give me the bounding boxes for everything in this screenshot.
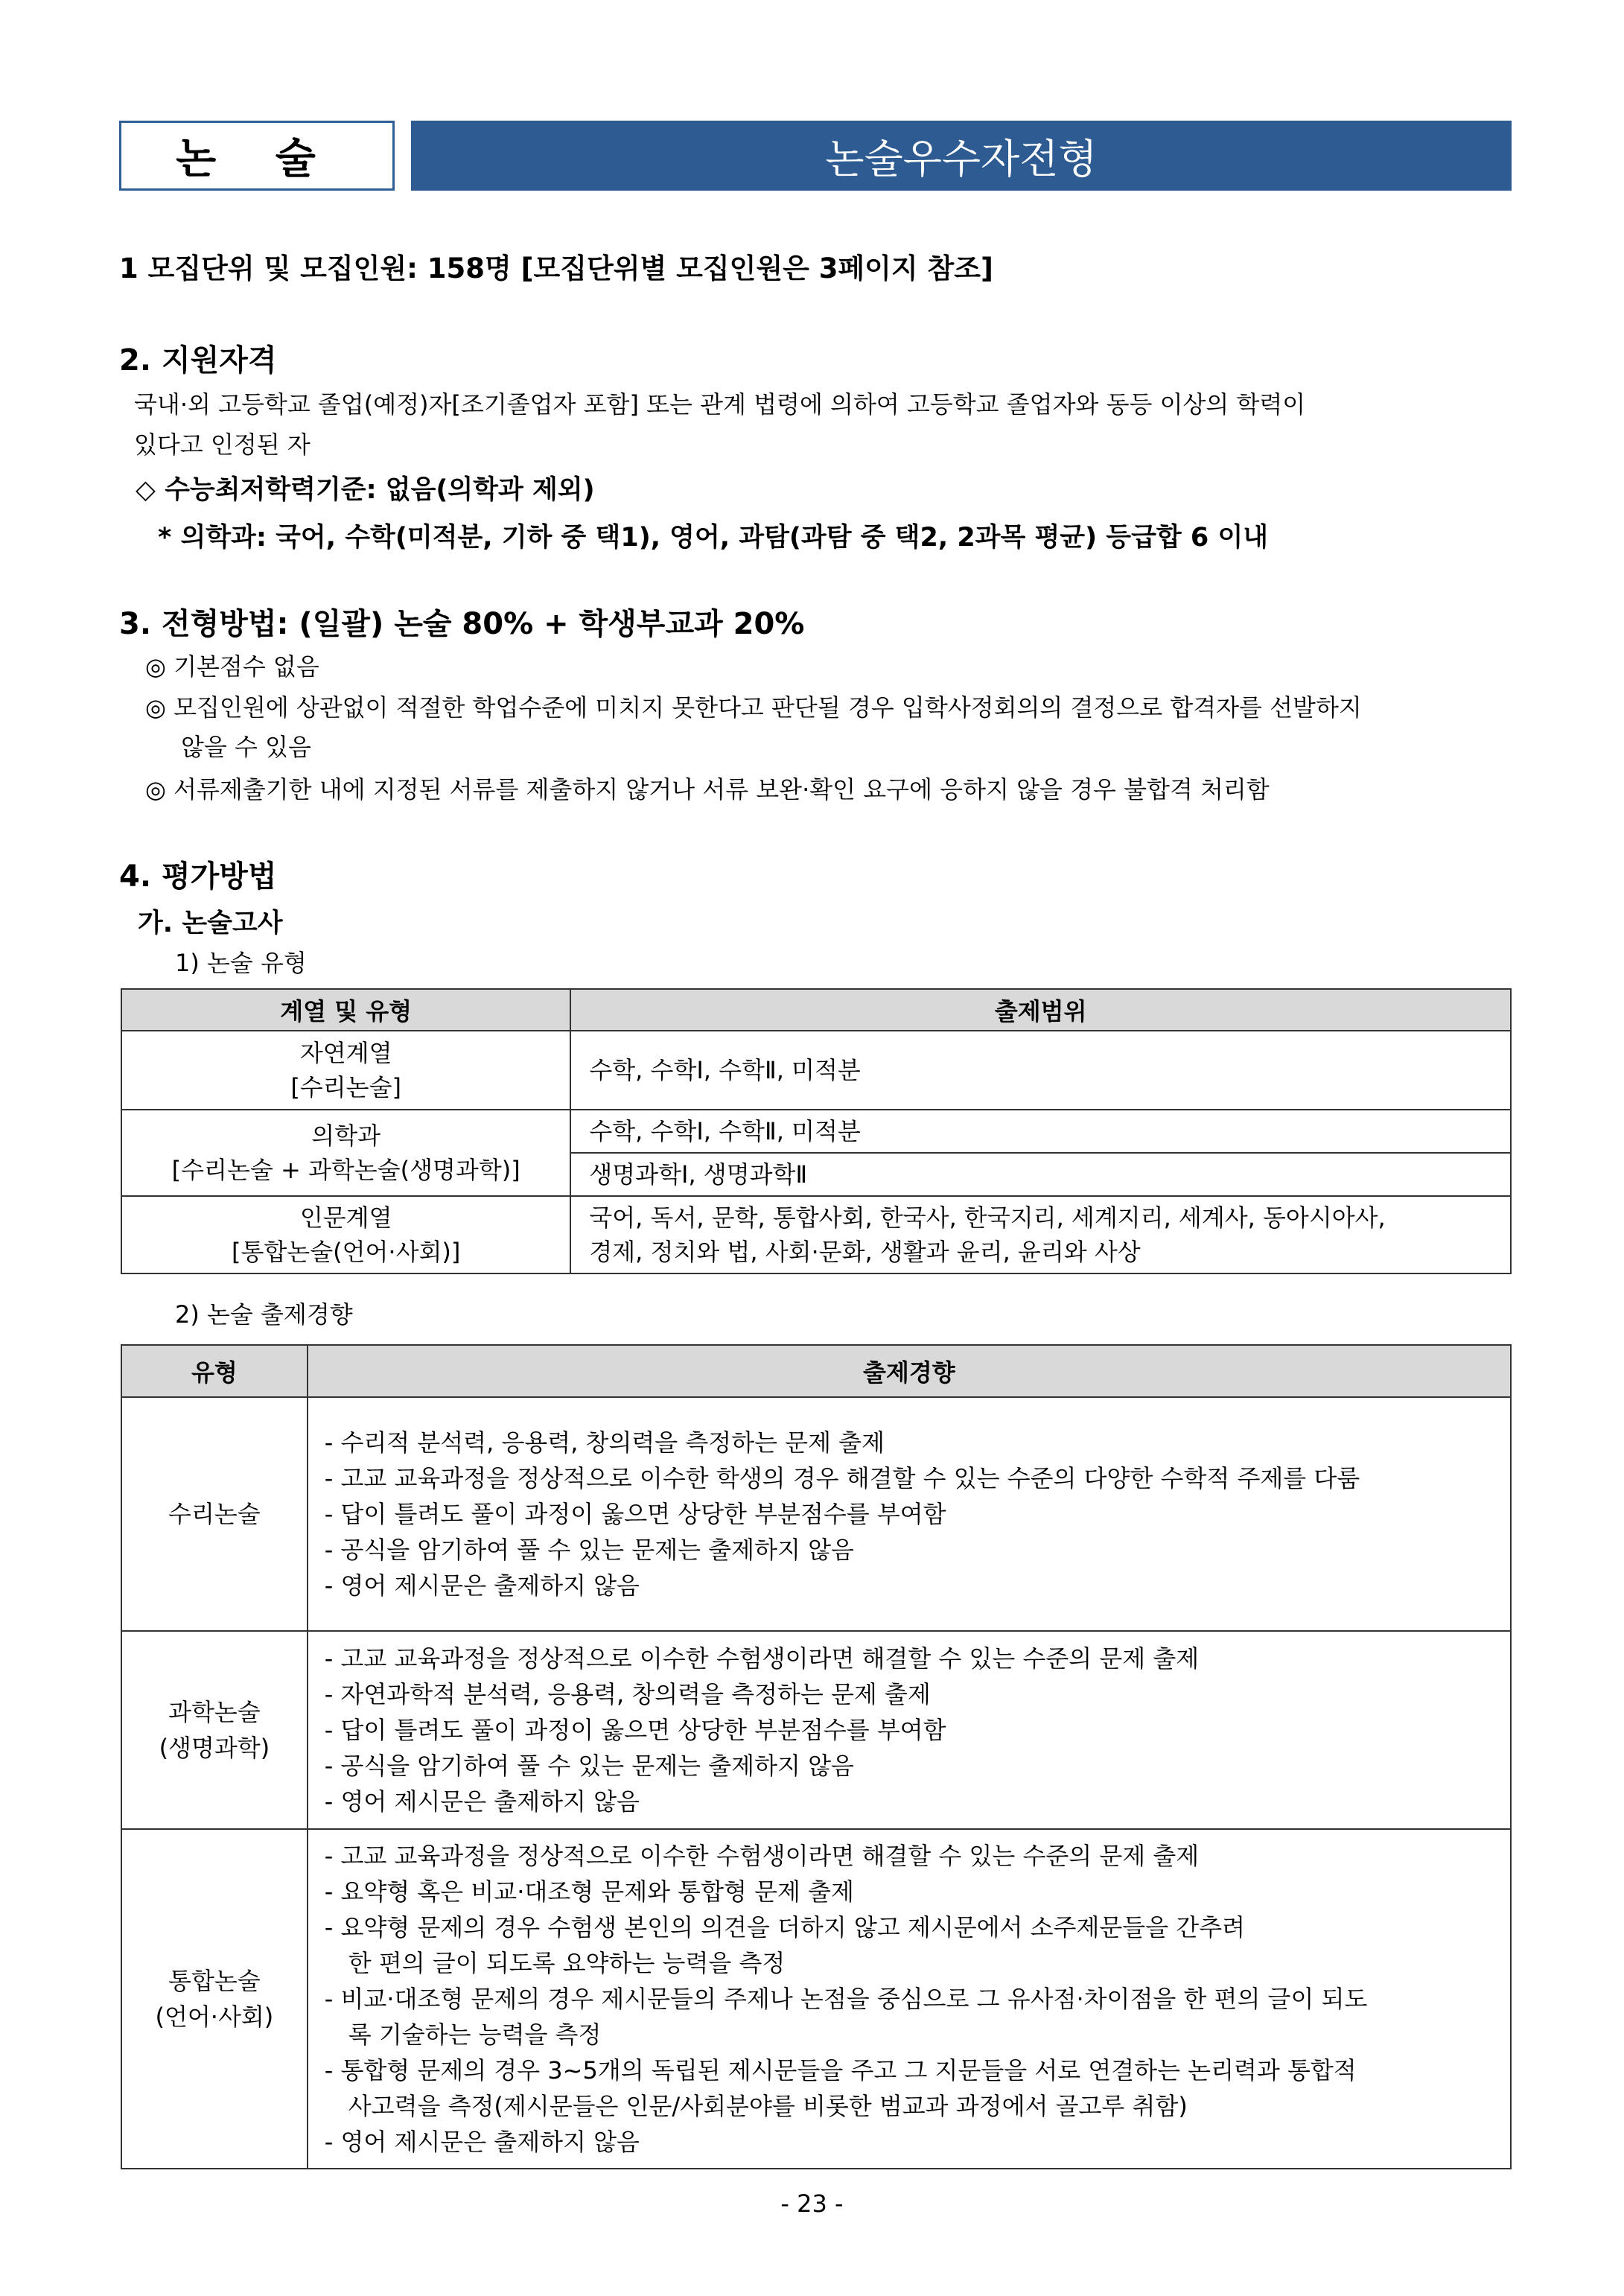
medical-note: * 의학과: 국어, 수학(미적분, 기하 중 택1), 영어, 과탐(과탐 중 택2, 2과목 평균) 등급합 6 이내 <box>158 523 1269 553</box>
list-item: - 답이 틀려도 풀이 과정이 옳으면 상당한 부분점수를 부여함 <box>324 1716 946 1744</box>
list-item: - 고교 교육과정을 정상적으로 이수한 수험생이라면 해결할 수 있는 수준의 문제 출제 <box>324 1644 1200 1673</box>
list-item: - 영어 제시문은 출제하지 않음 <box>324 1571 640 1600</box>
table2-header-trend: 출제경향 <box>308 1345 1511 1397</box>
list-item: - 답이 틀려도 풀이 과정이 옳으면 상당한 부분점수를 부여함 <box>324 1500 946 1528</box>
section2-heading: 2. 지원자격 <box>119 343 277 378</box>
table2-type-science: 과학논술 (생명과학) <box>121 1631 308 1829</box>
section3-item1: ◎ 기본점수 없음 <box>145 652 319 681</box>
subsection-a: 가. 논술고사 <box>138 909 283 938</box>
list-item: - 고교 교육과정을 정상적으로 이수한 학생의 경우 해결할 수 있는 수준의 다양한 수학적 주제를 다룸 <box>324 1464 1360 1492</box>
section4-heading: 4. 평가방법 <box>119 859 277 894</box>
section1-heading: 1 모집단위 및 모집인원: 158명 [모집단위별 모집인원은 3페이지 참조] <box>119 252 993 284</box>
table1-range-medical-bio: 생명과학Ⅰ, 생명과학Ⅱ <box>570 1153 1511 1196</box>
table2-trend-math <box>308 1397 1511 1631</box>
list-item: - 비교·대조형 문제의 경우 제시문들의 주제나 논점을 중심으로 그 유사점·차이점을 한 편의 글이 되도 <box>324 1985 1368 2013</box>
subsection-2: 2) 논술 출제경향 <box>175 1300 353 1329</box>
table2-type-math: 수리논술 <box>121 1397 308 1631</box>
list-item: 사고력을 측정(제시문들은 인문/사회분야를 비롯한 범교과 과정에서 골고루 취함) <box>348 2092 1188 2120</box>
table1-header-range: 출제범위 <box>570 989 1511 1031</box>
table1-range-humanities: 국어, 독서, 문학, 통합사회, 한국사, 한국지리, 세계지리, 세계사, 동아시아사, 경제, 정치와 법, 사회·문화, 생활과 윤리, 윤리와 사상 <box>570 1196 1511 1273</box>
list-item: - 영어 제시문은 출제하지 않음 <box>324 1787 640 1816</box>
list-item: 한 편의 글이 되도록 요약하는 능력을 측정 <box>348 1949 786 1977</box>
list-item: - 공식을 암기하여 풀 수 있는 문제는 출제하지 않음 <box>324 1536 854 1564</box>
list-item: - 요약형 문제의 경우 수험생 본인의 의견을 더하지 않고 제시문에서 소주제문들을 간추려 <box>324 1913 1246 1942</box>
minimum-criteria: ◇ 수능최저학력기준: 없음(의학과 제외) <box>136 475 595 505</box>
section3-item2: ◎ 모집인원에 상관없이 적절한 학업수준에 미치지 못한다고 판단될 경우 입학사정회의의 결정으로 합격자를 선발하지 <box>145 693 1362 722</box>
list-item: 록 기술하는 능력을 측정 <box>348 2020 602 2049</box>
list-item: - 요약형 혹은 비교·대조형 문제와 통합형 문제 출제 <box>324 1877 854 1906</box>
table2-trend-integrated <box>308 1829 1511 2169</box>
table1-row-medical: 의학과 [수리논술 + 과학논술(생명과학)] <box>121 1110 570 1196</box>
table2-trend-science <box>308 1631 1511 1829</box>
list-item: - 고교 교육과정을 정상적으로 이수한 수험생이라면 해결할 수 있는 수준의 문제 출제 <box>324 1842 1200 1870</box>
list-item: - 자연과학적 분석력, 응용력, 창의력을 측정하는 문제 출제 <box>324 1680 931 1708</box>
table1-row-humanities: 인문계열 [통합논술(언어·사회)] <box>121 1196 570 1273</box>
list-item: - 공식을 암기하여 풀 수 있는 문제는 출제하지 않음 <box>324 1752 854 1780</box>
page-number: - 23 - <box>780 2190 844 2218</box>
section2-text-line1: 국내·외 고등학교 졸업(예정)자[조기졸업자 포함] 또는 관계 법령에 의하여 고등학교 졸업자와 동등 이상의 학력이 <box>134 390 1306 419</box>
section3-item2-cont: 않을 수 있음 <box>181 733 311 761</box>
table1-range-natural: 수학, 수학Ⅰ, 수학Ⅱ, 미적분 <box>570 1031 1511 1110</box>
table1-row-natural: 자연계열 [수리논술] <box>121 1031 570 1110</box>
section3-item3: ◎ 서류제출기한 내에 지정된 서류를 제출하지 않거나 서류 보완·확인 요구에 응하지 않을 경우 불합격 처리함 <box>145 775 1270 804</box>
section2-text-line2: 있다고 인정된 자 <box>134 430 311 459</box>
essay-type-table <box>121 988 1512 1274</box>
subsection-1: 1) 논술 유형 <box>175 949 307 977</box>
section3-heading: 3. 전형방법: (일괄) 논술 80% + 학생부교과 20% <box>119 607 805 641</box>
category-label: 논 술 <box>119 121 395 191</box>
list-item: - 통합형 문제의 경우 3~5개의 독립된 제시문들을 주고 그 지문들을 서로 연결하는 논리력과 통합적 <box>324 2056 1357 2084</box>
table2-header-type: 유형 <box>121 1345 308 1397</box>
table1-header-category: 계열 및 유형 <box>121 989 570 1031</box>
essay-trend-table <box>121 1344 1512 2169</box>
table2-type-integrated: 통합논술 (언어·사회) <box>121 1829 308 2169</box>
list-item: - 영어 제시문은 출제하지 않음 <box>324 2128 640 2156</box>
table1-range-medical-math: 수학, 수학Ⅰ, 수학Ⅱ, 미적분 <box>570 1110 1511 1153</box>
page-title: 논술우수자전형 <box>411 121 1512 191</box>
list-item: - 수리적 분석력, 응용력, 창의력을 측정하는 문제 출제 <box>324 1428 885 1457</box>
